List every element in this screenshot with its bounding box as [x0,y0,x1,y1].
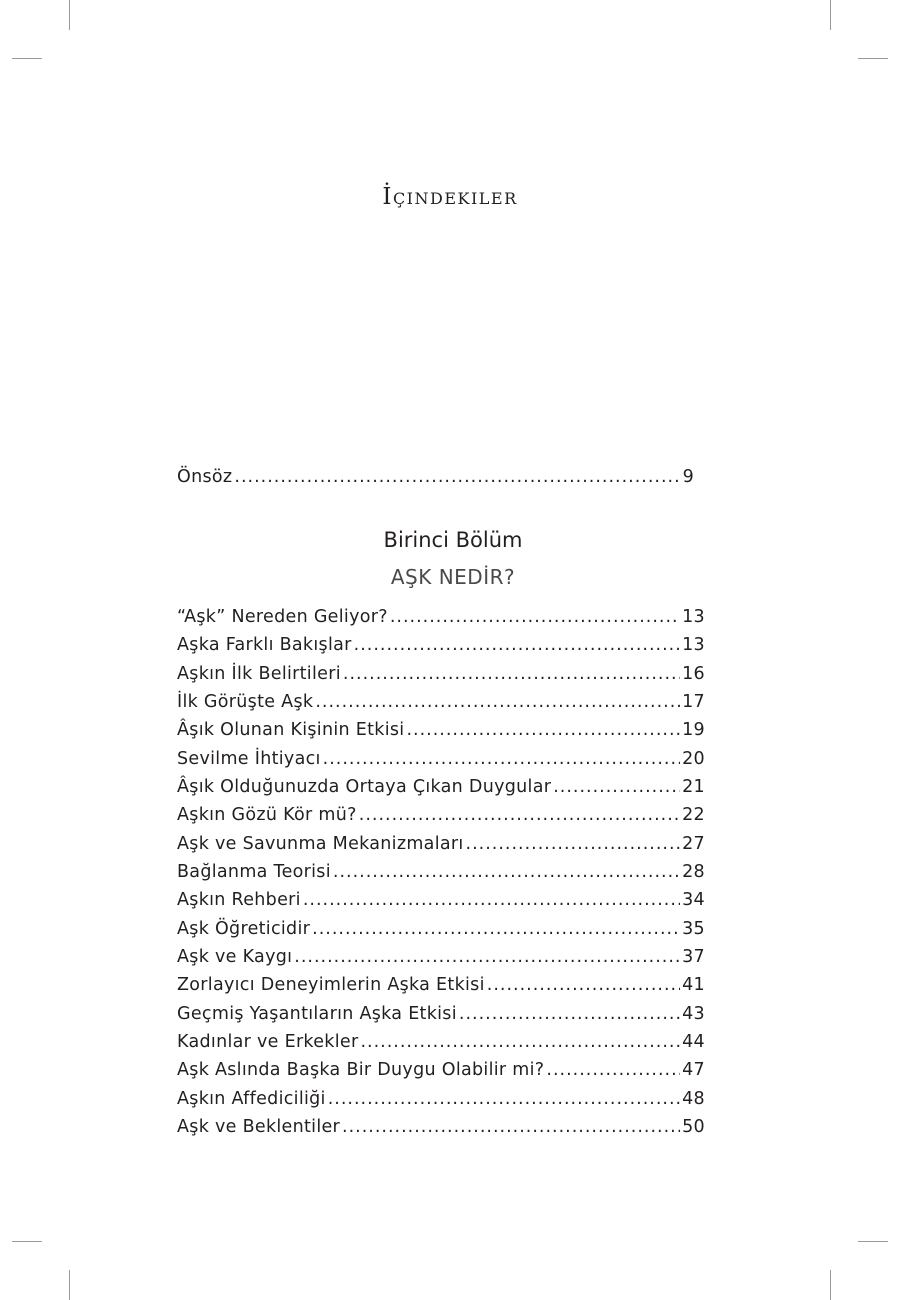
toc-entry-label: Sevilme İhtiyacı [177,749,321,769]
toc-entry-label: Geçmiş Yaşantıların Aşka Etkisi [177,1004,457,1024]
toc-leader-dots [487,974,680,996]
toc-leader-dots [459,1003,680,1025]
toc-entry-label: Âşık Olunan Kişinin Etkisi [177,720,405,740]
toc-entry-page: 34 [682,890,705,910]
toc-leader-dots [360,1031,680,1053]
crop-mark-top-right-horizontal [858,58,888,59]
toc-leader-dots [312,918,680,940]
toc-entry-page: 47 [682,1060,705,1080]
toc-entry-page: 48 [682,1089,705,1109]
toc-leader-dots [342,1116,680,1138]
toc-entry [177,833,705,855]
part-title: Birinci Bölüm [383,528,523,552]
toc-leader-dots [323,748,680,770]
toc-entry [177,918,705,940]
toc-leader-dots [343,663,680,685]
crop-mark-bottom-right-horizontal [858,1241,888,1242]
crop-mark-bottom-left-vertical [69,1270,70,1300]
toc-entry-page: 20 [682,749,705,769]
toc-entry-label: Aşkın Rehberi [177,890,301,910]
toc-entry-page: 13 [682,607,705,627]
toc-entry [177,861,705,883]
toc-entry [177,691,705,713]
toc-entry [177,1088,705,1110]
toc-entry-page: 13 [682,635,705,655]
toc-entry [177,1003,705,1025]
crop-mark-top-right-vertical [830,0,831,30]
toc-entry-page: 43 [682,1004,705,1024]
toc-entry-label: Zorlayıcı Deneyimlerin Aşka Etkisi [177,975,485,995]
toc-entry-page: 41 [682,975,705,995]
toc-entry-page: 50 [682,1117,705,1137]
toc-entry-page: 16 [682,664,705,684]
toc-leader-dots [303,889,680,911]
toc-leader-dots [546,1059,680,1081]
toc-leader-dots [333,861,680,883]
toc-entry-label: Aşkın Gözü Kör mü? [177,805,357,825]
toc-entry-label: Önsöz [177,467,233,487]
toc-entry-page: 37 [682,947,705,967]
part-subtitle: AŞK NEDİR? [390,565,516,589]
toc-entry-label: Aşk Öğreticidir [177,919,311,939]
toc-entry-label: Aşka Farklı Bakışlar [177,635,352,655]
toc-leader-dots [359,804,680,826]
toc-entry-page: 35 [682,919,705,939]
crop-mark-top-left-horizontal [12,58,42,59]
toc-leader-dots [234,466,680,488]
toc-entry-label: Bağlanma Teorisi [177,862,331,882]
toc-entry-page: 19 [682,720,705,740]
toc-entry [177,974,705,996]
toc-entry-label: “Aşk” Nereden Geliyor? [177,607,388,627]
toc-entry-page: 44 [682,1032,705,1052]
toc-entry [177,748,705,770]
toc-entry [177,776,705,798]
toc-leader-dots [553,776,680,798]
toc-leader-dots [315,691,680,713]
toc-entry [177,1031,705,1053]
toc-entry-preface [177,466,694,488]
toc-entry [177,719,705,741]
toc-entry-page: 28 [682,862,705,882]
toc-entry-label: Aşk ve Beklentiler [177,1117,341,1137]
toc-entry-page: 21 [682,777,705,797]
crop-mark-bottom-left-horizontal [12,1241,42,1242]
crop-mark-top-left-vertical [69,0,70,30]
toc-entry-label: Kadınlar ve Erkekler [177,1032,359,1052]
crop-mark-bottom-right-vertical [830,1270,831,1300]
toc-entry-label: Aşk ve Savunma Mekanizmaları [177,834,464,854]
toc-entry-label: Aşk Aslında Başka Bir Duygu Olabilir mi? [177,1060,545,1080]
toc-entry-label: Âşık Olduğunuzda Ortaya Çıkan Duygular [177,777,552,797]
toc-leader-dots [328,1088,680,1110]
toc-entry-label: Aşkın İlk Belirtileri [177,664,341,684]
toc-entry [177,634,705,656]
toc-entry-label: İlk Görüşte Aşk [177,692,314,712]
toc-entry-label: Aşkın Affediciliği [177,1089,326,1109]
toc-entry-label: Aşk ve Kaygı [177,947,293,967]
toc-entry [177,804,705,826]
toc-leader-dots [406,719,680,741]
toc-entry [177,663,705,685]
toc-entry-page: 9 [682,467,694,487]
toc-leader-dots [466,833,681,855]
toc-entry-page: 27 [682,834,705,854]
toc-leader-dots [294,946,680,968]
toc-entry-page: 22 [682,805,705,825]
page-title: İçindekiler [382,184,518,210]
toc-entry-page: 17 [682,692,705,712]
toc-leader-dots [354,634,680,656]
toc-entry [177,946,705,968]
toc-entry [177,606,705,628]
toc-entry [177,889,705,911]
toc-leader-dots [390,606,680,628]
toc-entry [177,1059,705,1081]
toc-entry [177,1116,705,1138]
